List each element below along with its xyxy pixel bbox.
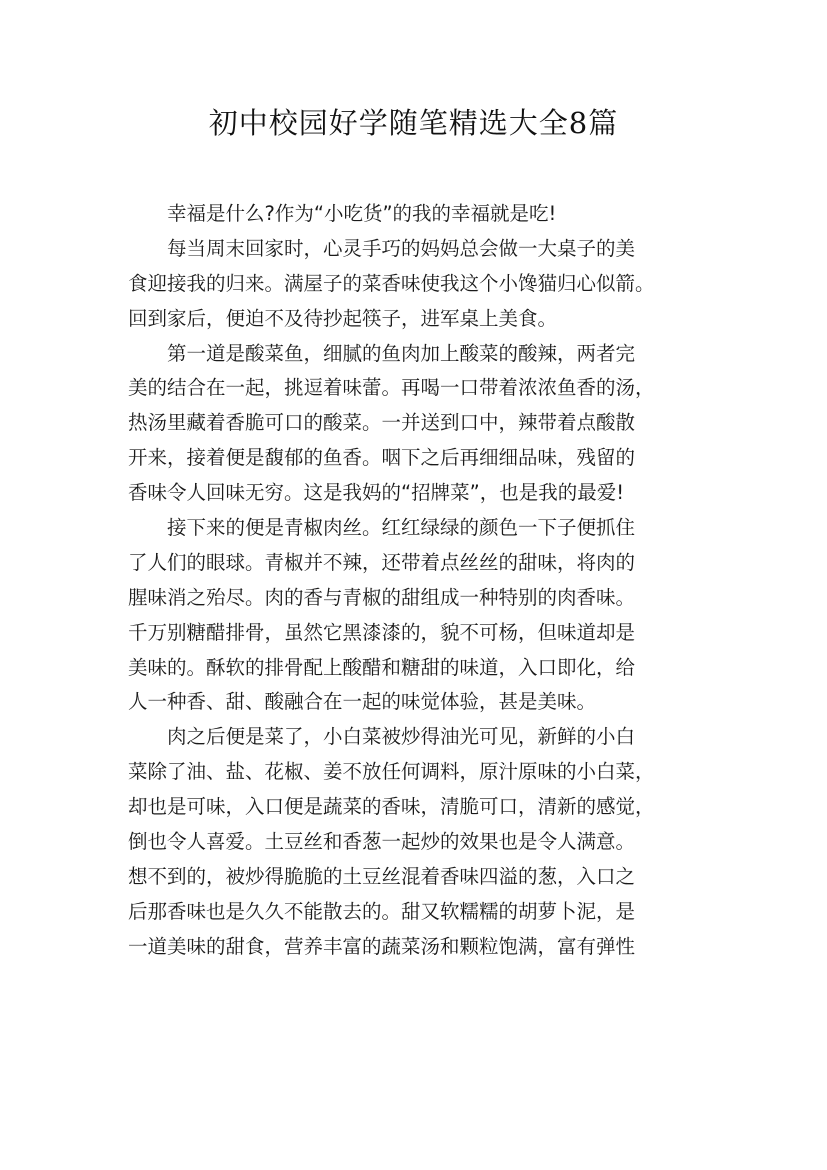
paragraph-line: 一道美味的甜食，营养丰富的蔬菜汤和颗粒饱满，富有弹性 — [128, 934, 636, 958]
paragraph — [128, 337, 714, 511]
paragraph-line: 千万别糖醋排骨，虽然它黑漆漆的，貌不可杨，但味道却是 — [128, 620, 636, 644]
paragraph-line: 美的结合在一起，挑逗着味蕾。再喝一口带着浓浓鱼香的汤， — [128, 376, 655, 400]
paragraph-line: 幸福是什么?作为“小吃货”的我的幸福就是吃! — [167, 202, 557, 225]
article-body — [128, 197, 714, 965]
page-title: 初中校园好学随笔精选大全8篇 — [208, 106, 619, 140]
paragraph-line: 每当周末回家时，心灵手巧的妈妈总会做一大桌子的美 — [167, 236, 636, 260]
paragraph-line: 却也是可味，入口便是蔬菜的香味，清脆可口，清新的感觉， — [128, 795, 655, 819]
paragraph-line: 人一种香、甜、酸融合在一起的味觉体验，甚是美味。 — [128, 690, 597, 714]
paragraph-line: 食迎接我的归来。满屋子的菜香味使我这个小馋猫归心似箭。 — [128, 271, 655, 295]
paragraph-line: 后那香味也是久久不能散去的。甜又软糯糯的胡萝卜泥，是 — [128, 899, 636, 923]
paragraph-line: 想不到的，被炒得脆脆的土豆丝混着香味四溢的葱，入口之 — [128, 864, 636, 888]
paragraph-line: 热汤里藏着香脆可口的酸菜。一并送到口中，辣带着点酸散 — [128, 411, 636, 435]
paragraph-line: 香味令人回味无穷。这是我妈的“招牌菜”，也是我的最爱! — [128, 481, 625, 505]
paragraph — [128, 197, 714, 232]
paragraph-line: 接下来的便是青椒肉丝。红红绿绿的颜色一下子便抓住 — [167, 516, 636, 540]
paragraph-line: 美味的。酥软的排骨配上酸醋和糖甜的味道，入口即化，给 — [128, 655, 636, 679]
paragraph-line: 肉之后便是菜了，小白菜被炒得油光可见，新鲜的小白 — [167, 725, 636, 749]
paragraph-line: 开来，接着便是馥郁的鱼香。咽下之后再细细品味，残留的 — [128, 446, 636, 470]
paragraph — [128, 511, 714, 720]
paragraph-line: 了人们的眼球。青椒并不辣，还带着点丝丝的甜味，将肉的 — [128, 550, 636, 574]
paragraph-line: 倒也令人喜爱。土豆丝和香葱一起炒的效果也是令人满意。 — [128, 830, 636, 854]
paragraph — [128, 232, 714, 337]
paragraph-line: 菜除了油、盐、花椒、姜不放任何调料，原汁原味的小白菜， — [128, 760, 655, 784]
paragraph-line: 回到家后，便迫不及待抄起筷子，进军桌上美食。 — [128, 306, 558, 330]
paragraph-line: 第一道是酸菜鱼，细腻的鱼肉加上酸菜的酸辣，两者完 — [167, 341, 636, 365]
paragraph — [128, 720, 714, 964]
paragraph-line: 腥味消之殆尽。肉的香与青椒的甜组成一种特别的肉香味。 — [128, 585, 636, 609]
